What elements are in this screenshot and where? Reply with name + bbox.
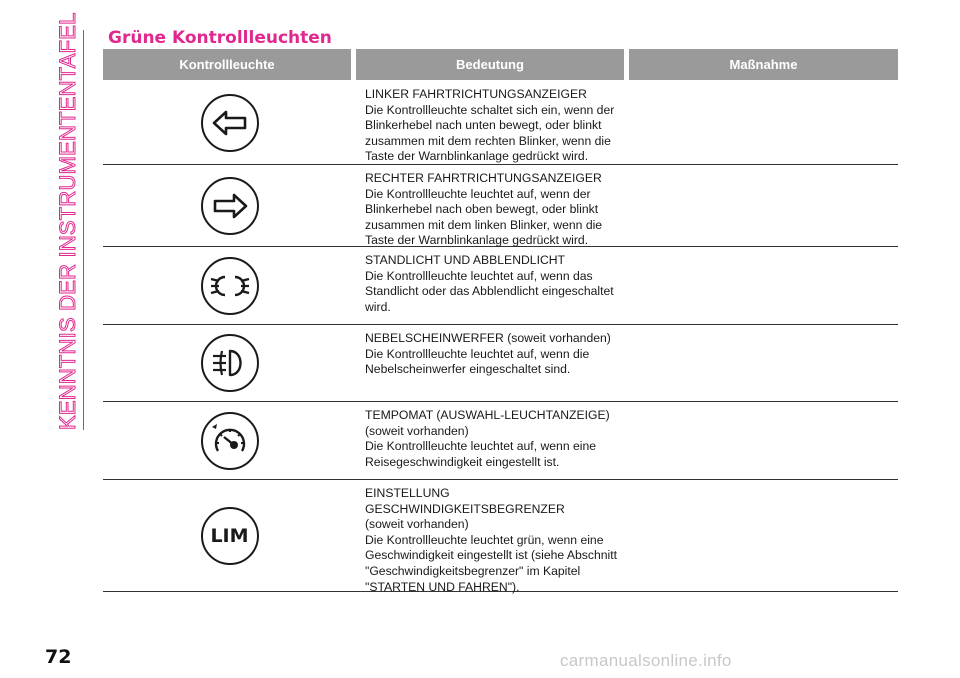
table-row: [103, 81, 898, 165]
table-row: [103, 247, 898, 325]
row-title: LINKER FAHRTRICHTUNGSANZEIGER: [365, 87, 587, 101]
row-text: Die Kontrollleuchte schaltet sich ein, wenn der: [365, 102, 615, 117]
row-title: EINSTELLUNG: [365, 486, 450, 500]
turn-signal-right-icon: [201, 177, 259, 235]
fog-light-icon: [201, 334, 259, 392]
row-text: Blinkerhebel nach oben bewegt, oder blinkt: [365, 202, 599, 217]
row-text: Standlicht oder das Abblendlicht eingeschaltet: [365, 284, 614, 299]
row-text: Reisegeschwindigkeit eingestellt ist.: [365, 454, 560, 469]
meaning-cell: [365, 331, 635, 378]
table-row: [103, 325, 898, 402]
row-text: "Geschwindigkeitsbegrenzer" im Kapitel: [365, 563, 581, 578]
row-text: (soweit vorhanden): [365, 517, 469, 532]
row-text: wird.: [365, 299, 391, 314]
row-title: RECHTER FAHRTRICHTUNGSANZEIGER: [365, 171, 602, 185]
row-text: Die Kontrollleuchte leuchtet auf, wenn das: [365, 268, 593, 283]
section-title: Grüne Kontrollleuchten: [108, 28, 332, 48]
side-divider: [83, 30, 84, 430]
icon-cell: [103, 247, 356, 324]
cruise-control-icon: [201, 412, 259, 470]
row-text: Die Kontrollleuchte leuchtet auf, wenn die: [365, 346, 590, 361]
speed-limiter-label: LIM: [210, 524, 249, 547]
icon-cell: [103, 81, 356, 164]
header-action: Maßnahme: [629, 49, 898, 80]
turn-signal-left-icon: [201, 94, 259, 152]
row-text: Die Kontrollleuchte leuchtet auf, wenn der: [365, 186, 591, 201]
chapter-side-title: KENNTNIS DER INSTRUMENTENTAFEL: [55, 12, 80, 430]
watermark: carmanualsonline.info: [560, 651, 732, 670]
meaning-cell: [365, 408, 635, 470]
meaning-cell: [365, 253, 635, 315]
row-title: TEMPOMAT (AUSWAHL-LEUCHTANZEIGE): [365, 408, 610, 422]
row-text: Taste der Warnblinkanlage gedrückt wird.: [365, 149, 589, 164]
icon-cell: [103, 402, 356, 479]
table-row: [103, 402, 898, 480]
meaning-cell: [365, 87, 635, 165]
table-row: [103, 165, 898, 247]
page-number: 72: [45, 646, 72, 668]
row-text: "STARTEN UND FAHREN").: [365, 579, 520, 594]
row-text: Geschwindigkeit eingestellt ist (siehe Abschnitt: [365, 548, 618, 563]
row-text: Blinkerhebel nach unten bewegt, oder blinkt: [365, 118, 602, 133]
row-title: GESCHWINDIGKEITSBEGRENZER: [365, 501, 565, 516]
row-text: Nebelscheinwerfer eingeschaltet sind.: [365, 362, 571, 377]
row-text: zusammen mit dem rechten Blinker, wenn die: [365, 133, 611, 148]
icon-cell: [103, 325, 356, 401]
row-title: STANDLICHT UND ABBLENDLICHT: [365, 253, 566, 267]
parking-low-beam-icon: [201, 257, 259, 315]
table-row: [103, 480, 898, 592]
row-title: NEBELSCHEINWERFER (soweit vorhanden): [365, 331, 611, 345]
header-warning-light: Kontrollleuchte: [103, 49, 351, 80]
meaning-cell: [365, 171, 635, 249]
icon-cell: [103, 480, 356, 591]
row-text: zusammen mit dem linken Blinker, wenn die: [365, 217, 603, 232]
header-meaning: Bedeutung: [356, 49, 624, 80]
row-text: Taste der Warnblinkanlage gedrückt wird.: [365, 233, 589, 248]
row-text: Die Kontrollleuchte leuchtet grün, wenn eine: [365, 532, 604, 547]
row-text: (soweit vorhanden): [365, 423, 469, 438]
meaning-cell: [365, 486, 635, 595]
icon-cell: [103, 165, 356, 246]
row-text: Die Kontrollleuchte leuchtet auf, wenn eine: [365, 439, 597, 454]
speed-limiter-icon: [201, 507, 259, 565]
